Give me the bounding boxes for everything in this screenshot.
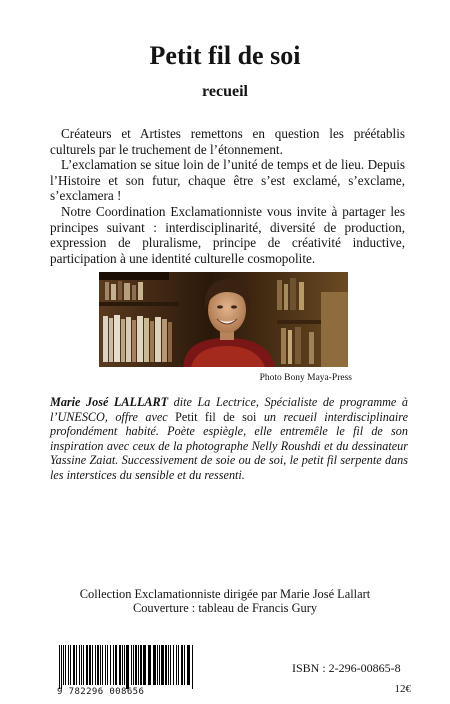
cover-credit-line: Couverture : tableau de Francis Gury xyxy=(132,601,318,615)
manifesto-paragraph: L’exclamation se situe loin de l’unité de temps et de lieu. Depuis l’Histoire et son futur, chaque être s’est exclamé, s’exclame, s’exclamera ! xyxy=(50,157,405,204)
bio-text: un recueil interdisciplinaire profondément habité. Poète espiègle, elle entremêle le fil de son inspiration avec ceux de la photographe Nelly Roushdi et du dessinateur Yassine Zaiat. Successivement de soie ou de soi, le petit fil serpente dans les interstices du sensible et du ressenti. xyxy=(50,409,409,482)
barcode-number: 9 782296 008656 xyxy=(57,687,145,697)
barcode-bar xyxy=(157,645,158,685)
barcode-bar xyxy=(138,645,139,685)
barcode-bar xyxy=(178,645,179,685)
barcode-bar xyxy=(122,645,123,685)
bio-book-title: Petit fil de soi xyxy=(175,409,257,424)
barcode-bar xyxy=(187,645,190,685)
author-name: Marie José LALLART xyxy=(50,395,169,409)
manifesto-text xyxy=(50,126,405,266)
barcode-bar xyxy=(131,645,132,685)
barcode-bar xyxy=(126,645,129,689)
barcode-bar xyxy=(83,645,84,685)
barcode-bar xyxy=(133,645,134,685)
barcode-bar xyxy=(143,645,146,685)
barcode-bar xyxy=(192,645,193,689)
isbn-barcode xyxy=(57,645,195,689)
book-subtitle: recueil xyxy=(202,83,248,100)
barcode-bar xyxy=(159,645,160,685)
barcode-bar xyxy=(115,645,117,685)
author-biography xyxy=(50,395,408,482)
barcode-bar xyxy=(59,645,60,689)
barcode-bar xyxy=(92,645,93,685)
collection-line: Collection Exclamationniste dirigée par Marie José Lallart xyxy=(79,587,371,601)
barcode-bar xyxy=(176,645,177,685)
barcode-bar xyxy=(148,645,151,685)
price: 12€ xyxy=(394,683,411,695)
barcode-bar xyxy=(70,645,71,685)
photo-caption: Photo Bony Maya-Press xyxy=(259,373,352,383)
author-photo xyxy=(99,272,348,367)
barcode-bar xyxy=(181,645,183,685)
barcode-bar xyxy=(168,645,169,685)
barcode-bar xyxy=(81,645,82,685)
barcode-bar xyxy=(68,645,69,685)
barcode-bar xyxy=(119,645,121,685)
barcode-bar xyxy=(73,645,75,685)
barcode-bar xyxy=(170,645,171,685)
barcode-bar xyxy=(107,645,108,685)
barcode-bar xyxy=(165,645,167,685)
barcode-bar xyxy=(102,645,103,685)
barcode-bar xyxy=(140,645,142,685)
bio-text: dite La Lectrice, Spécialiste de programme à l’UNESCO, offre avec xyxy=(50,395,408,424)
barcode-bar xyxy=(63,645,64,685)
book-title: Petit fil de soi xyxy=(149,41,301,70)
barcode-bar xyxy=(95,645,96,685)
barcode-bar xyxy=(97,645,99,685)
barcode-bar xyxy=(79,645,80,685)
barcode-bar xyxy=(135,645,137,685)
author-photo-illustration xyxy=(99,272,348,367)
barcode-bar xyxy=(173,645,174,685)
collection-credits xyxy=(0,587,450,615)
manifesto-paragraph: Créateurs et Artistes remettons en question les préétablis culturels par le truchement de l’étonnement. xyxy=(50,126,405,157)
barcode-bar xyxy=(161,645,164,685)
barcode-bar xyxy=(113,645,114,685)
isbn-number: ISBN : 2-296-00865-8 xyxy=(292,661,401,675)
barcode-bar xyxy=(153,645,156,685)
barcode-bar xyxy=(105,645,106,685)
barcode-bar xyxy=(124,645,125,685)
barcode-bar xyxy=(184,645,185,685)
barcode-bar xyxy=(89,645,91,685)
barcode-bar xyxy=(65,645,66,685)
manifesto-paragraph: Notre Coordination Exclamationniste vous invite à partager les principes suivant : interdisciplinarité, diversité de production, expression de pluralisme, principe de créativité inductive, participation à une identité culturelle cosmopolite. xyxy=(50,203,405,266)
barcode-bar xyxy=(61,645,62,689)
barcode-bar xyxy=(76,645,77,685)
barcode-bar xyxy=(110,645,111,685)
barcode-bar xyxy=(86,645,88,685)
barcode-bar xyxy=(100,645,101,685)
